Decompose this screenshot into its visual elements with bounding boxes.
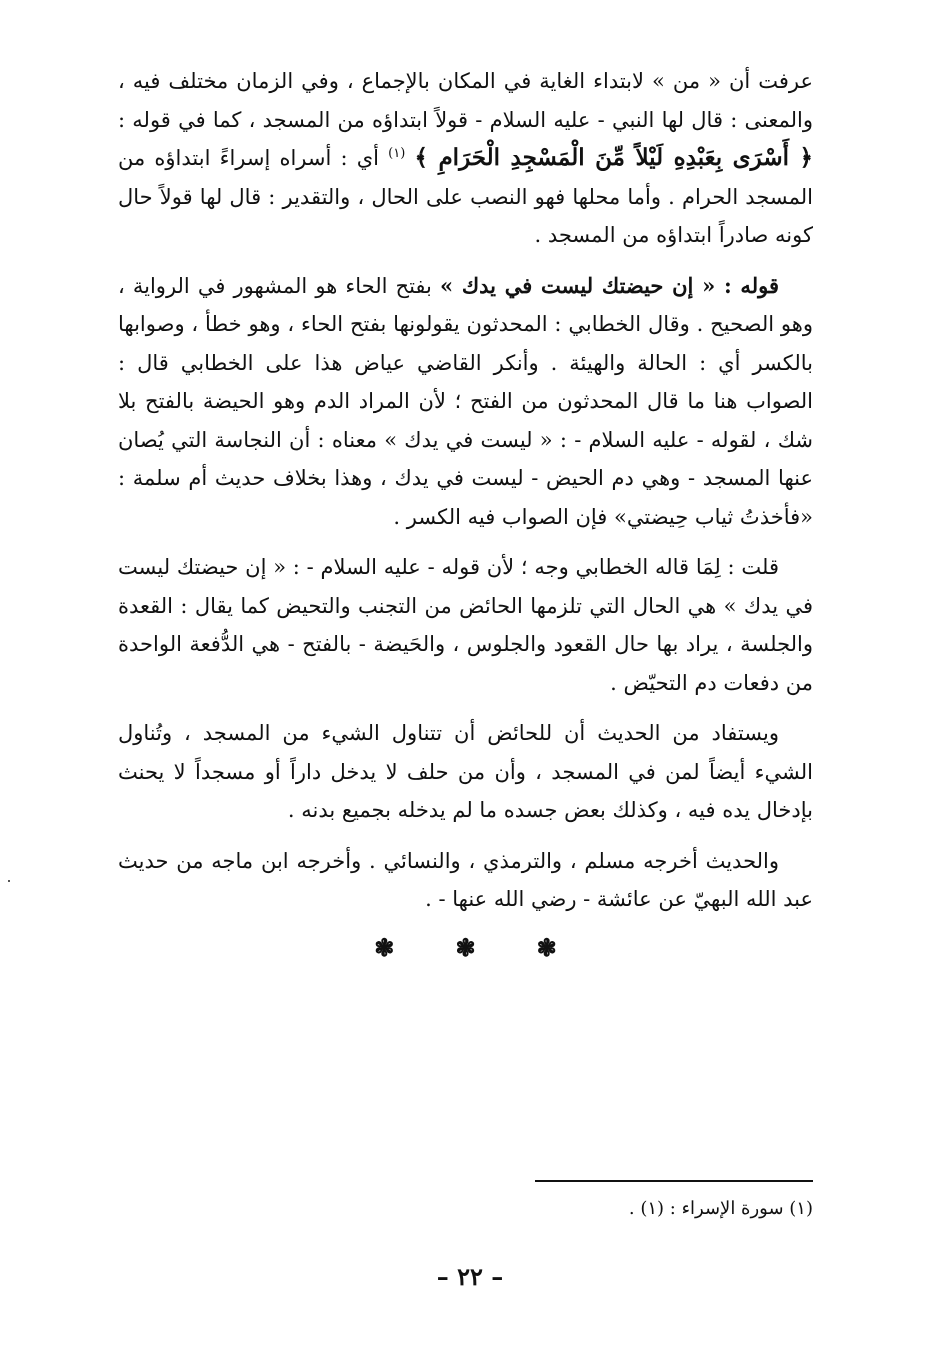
- footnote-divider: [535, 1180, 813, 1182]
- separator-star-icon: ❃: [455, 932, 476, 962]
- paragraph-5-text: والحديث أخرجه مسلم ، والترمذي ، والنسائي . وأخرجه ابن ماجه من حديث عبد الله البهيّ عن عائشة - رضي الله عنها - .: [118, 848, 813, 911]
- paragraph-4-text: ويستفاد من الحديث أن للحائض أن تتناول الشيء من المسجد ، وتُناول الشيء أيضاً لمن في المسجد ، وأن من حلف لا يدخل داراً أو مسجداً لا يحنث بإدخال يده فيه ، وكذلك بعض جسده ما لم يدخله بجميع بدنه .: [118, 721, 813, 822]
- page-body: [118, 62, 813, 969]
- paragraph-3-text: قلت : لِمَا قاله الخطابي وجه ؛ لأن قوله - عليه السلام - : « إن حيضتك ليست في يدك » هي الحال التي تلزمها الحائض من التجنب والتحيض كما يقال : القعدة والجلسة ، يراد بها حال القعود والجلوس ، والحَيضة - بالفتح - هي الدُّفعة الواحدة من دفعات دم التحيّض .: [118, 555, 813, 695]
- separator-star-icon: ❃: [374, 932, 395, 962]
- paragraph-2: [118, 267, 813, 537]
- separator-star-icon: ❃: [536, 932, 557, 962]
- section-separator: [118, 933, 813, 969]
- quran-verse: ﴿ أَسْرَى بِعَبْدِهِ لَيْلاً مِّنَ الْمَسْجِدِ الْحَرَامِ ﴾: [414, 144, 813, 171]
- paragraph-5: [118, 842, 813, 919]
- footnote: (١) سورة الإسراء : (١) .: [628, 1198, 813, 1219]
- paragraph-1-text-after: أي : أسراه إسراءً ابتداؤه من المسجد الحرام . وأما محلها فهو النصب على الحال ، والتقدير : قال لها قولاً حال كونه صادراً ابتداؤه من المسجد .: [118, 146, 813, 247]
- paragraph-1: [118, 62, 813, 255]
- page-number: – ٢٢ –: [436, 1262, 504, 1291]
- paragraph-2-text: بفتح الحاء هو المشهور في الرواية ، وهو الصحيح . وقال الخطابي : المحدثون يقولونها بفتح الحاء ، وهو خطأ ، وصوابها بالكسر أي : الحالة والهيئة . وأنكر القاضي عياض هذا على الخطابي قال : الصواب هنا ما قال المحدثون من الفتح ؛ لأن المراد الدم وهو الحيضة بالفتح بلا شك ، لقوله - عليه السلام - : « ليست في يدك » معناه : أن النجاسة التي يُصان عنها المسجد - وهي دم الحيض - ليست في يدك ، وهذا بخلاف حديث أم سلمة : «فأخذتُ ثياب حِيضتي» فإن الصواب فيه الكسر .: [118, 273, 813, 529]
- paragraph-2-lead: قوله : « إن حيضتك ليست في يدك »: [439, 272, 779, 298]
- scan-speck: [8, 880, 10, 882]
- paragraph-1-text: عرفت أن « من » لابتداء الغاية في المكان بالإجماع ، وفي الزمان مختلف فيه ، والمعنى : قال لها النبي - عليه السلام - قولاً ابتداؤه من المسجد ، كما في قوله :: [118, 69, 813, 132]
- paragraph-3: [118, 548, 813, 702]
- footnote-reference[interactable]: (١): [388, 146, 406, 161]
- paragraph-4: [118, 714, 813, 830]
